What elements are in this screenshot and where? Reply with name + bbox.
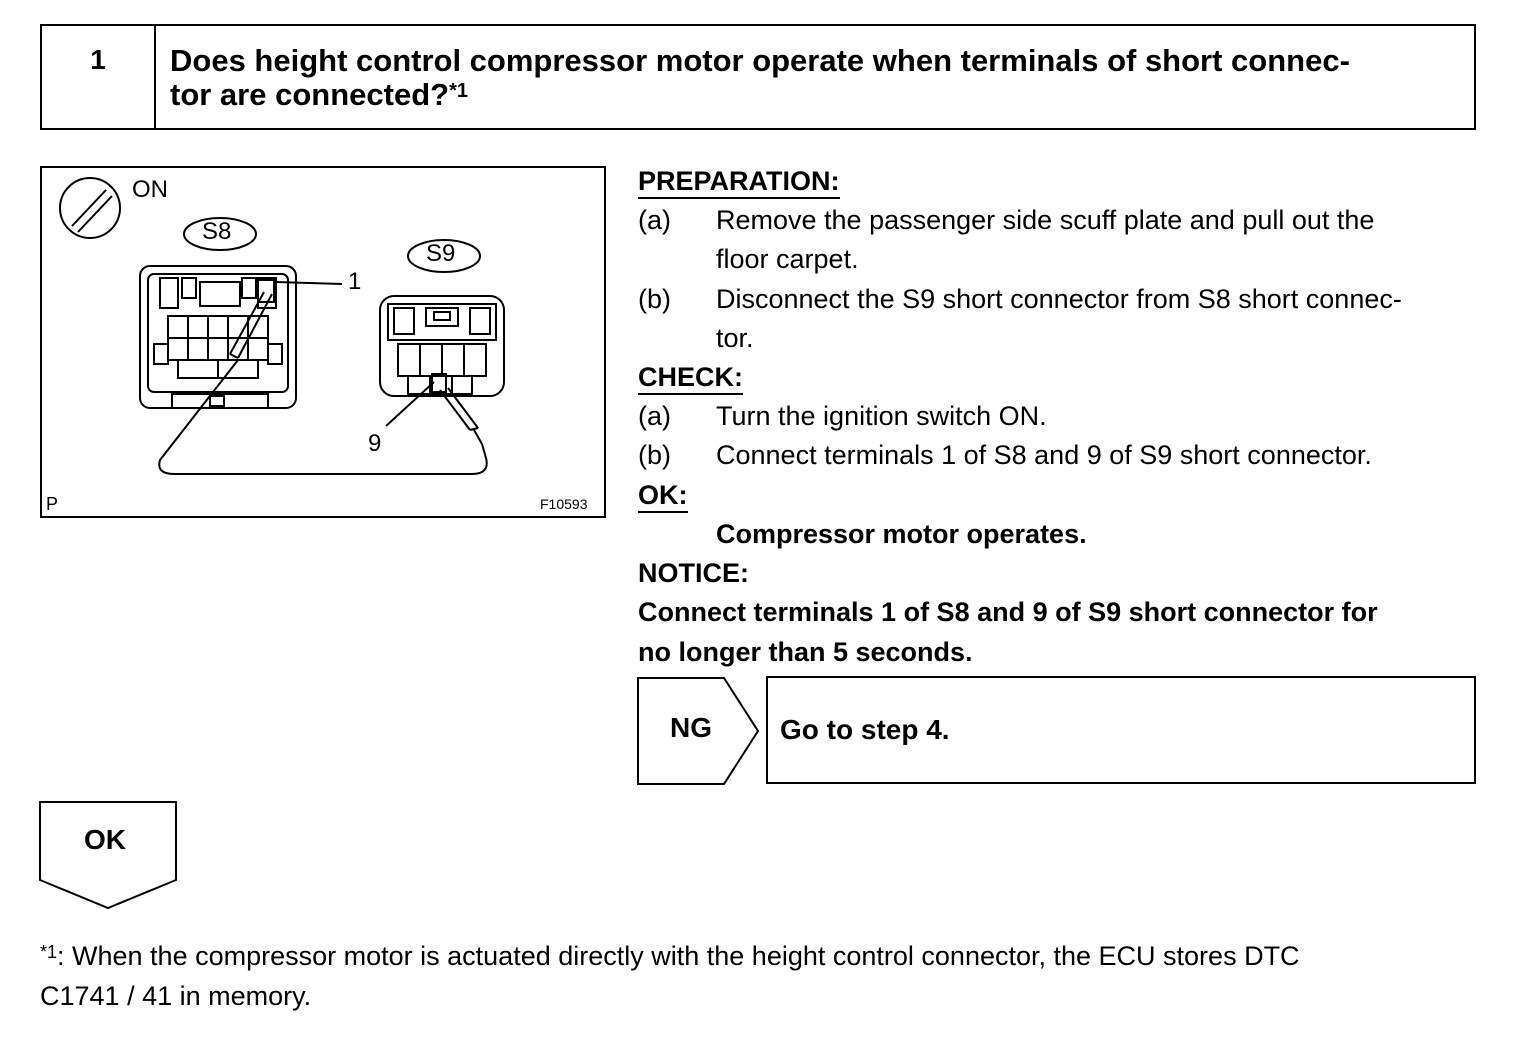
s9-probe bbox=[432, 374, 482, 444]
ok-arrow-icon bbox=[38, 800, 180, 912]
check-a-text: Turn the ignition switch ON. bbox=[716, 401, 1047, 431]
s8-label: S8 bbox=[202, 218, 232, 245]
ng-action-box bbox=[766, 676, 1476, 784]
footnote bbox=[40, 936, 1480, 1016]
s9-label: S9 bbox=[426, 240, 456, 267]
ok-flow-label: OK bbox=[84, 824, 126, 855]
ignition-switch-icon bbox=[60, 178, 120, 238]
prep-a-line-1: Remove the passenger side scuff plate and pull out the bbox=[716, 205, 1375, 235]
terminal-1-leader bbox=[276, 282, 342, 284]
check-b-text: Connect terminals 1 of S8 and 9 of S9 short connector. bbox=[716, 440, 1372, 470]
switch-on-label: ON bbox=[132, 176, 168, 203]
ng-label: NG bbox=[670, 712, 712, 743]
footnote-line-2: C1741 / 41 in memory. bbox=[40, 981, 312, 1011]
terminal-9-label: 9 bbox=[368, 430, 382, 457]
s9-connector bbox=[380, 296, 504, 396]
question-line-2: tor are connected?$^{*1}$ bbox=[170, 77, 468, 112]
ng-action-text: Go to step 4. bbox=[780, 714, 950, 745]
prep-a-line-2: floor carpet. bbox=[716, 244, 859, 274]
connector-illustration bbox=[42, 168, 604, 516]
ok-heading: OK: bbox=[638, 476, 688, 515]
check-a-marker: (a) bbox=[638, 401, 671, 431]
step-number: 1 bbox=[42, 26, 156, 128]
terminal-9-leader bbox=[386, 382, 434, 426]
notice-heading: NOTICE: bbox=[638, 558, 749, 588]
prep-b-marker: (b) bbox=[638, 284, 671, 314]
terminal-1-label: 1 bbox=[348, 268, 362, 295]
connector-diagram bbox=[40, 166, 606, 518]
notice-line-2: no longer than 5 seconds. bbox=[638, 637, 973, 667]
notice-line-1: Connect terminals 1 of S8 and 9 of S9 short connector for bbox=[638, 597, 1378, 627]
check-heading: CHECK: bbox=[638, 358, 743, 397]
footnote-line-1: $^{*1}$: When the compressor motor is actuated directly with the height control connector, the ECU stores DTC bbox=[40, 941, 1300, 971]
preparation-heading: PREPARATION: bbox=[638, 162, 840, 201]
step-question bbox=[170, 44, 1460, 112]
footnote-ref: *1 bbox=[449, 80, 468, 102]
check-b-marker: (b) bbox=[638, 440, 671, 470]
step-header bbox=[40, 24, 1476, 130]
figure-id: F10593 bbox=[540, 496, 588, 512]
ok-result-text: Compressor motor operates. bbox=[716, 519, 1087, 549]
corner-label: P bbox=[46, 494, 59, 514]
question-line-1: Does height control compressor motor operate when terminals of short connec- bbox=[170, 43, 1350, 78]
prep-b-line-1: Disconnect the S9 short connector from S8 short connec- bbox=[716, 284, 1402, 314]
prep-a-marker: (a) bbox=[638, 205, 671, 235]
prep-b-line-2: tor. bbox=[716, 323, 754, 353]
footnote-marker: *1 bbox=[40, 942, 58, 962]
